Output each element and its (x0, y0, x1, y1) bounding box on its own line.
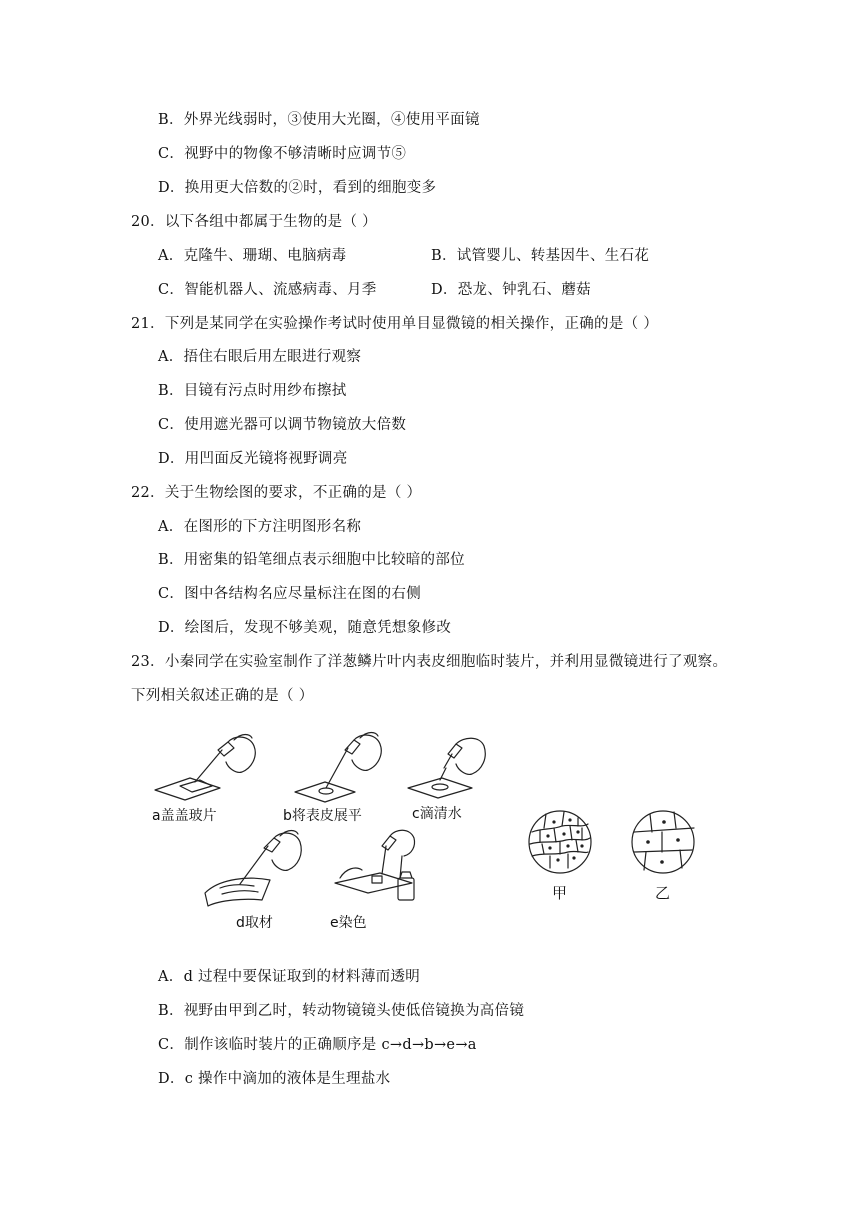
q19-option-c: C．视野中的物像不够清晰时应调节⑤ (158, 146, 407, 162)
q22-option-c: C．图中各结构名应尽量标注在图的右侧 (158, 586, 421, 602)
q23-option-b: B．视野由甲到乙时，转动物镜镜头使低倍镜换为高倍镜 (158, 1003, 525, 1019)
q22-option-b: B．用密集的铅笔细点表示细胞中比较暗的部位 (158, 552, 465, 568)
slide-preparation-figure (150, 728, 710, 938)
step-e-illustration (335, 830, 415, 900)
cell-view-yi (632, 811, 694, 873)
step-c-illustration (408, 738, 485, 798)
q20-option-d: D．恐龙、钟乳石、蘑菇 (431, 282, 591, 298)
step-b-illustration (295, 733, 381, 803)
q22-stem: 22．关于生物绘图的要求，不正确的是（ ） (131, 485, 422, 501)
q20-stem: 20．以下各组中都属于生物的是（ ） (131, 214, 377, 230)
q22-option-a: A．在图形的下方注明图形名称 (158, 519, 362, 535)
q19-option-b: B．外界光线弱时，③使用大光圈，④使用平面镜 (158, 112, 480, 128)
step-a-illustration (155, 735, 255, 801)
q20-option-b: B．试管婴儿、转基因牛、生石花 (431, 248, 650, 264)
q22-option-d: D．绘图后，发现不够美观，随意凭想象修改 (158, 620, 452, 636)
q21-stem: 21．下列是某同学在实验操作考试时使用单目显微镜的相关操作，正确的是（ ） (131, 316, 659, 332)
q21-option-d: D．用凹面反光镜将视野调亮 (158, 451, 348, 467)
q21-option-b: B．目镜有污点时用纱布擦拭 (158, 383, 347, 399)
caption-yi: 乙 (655, 884, 671, 902)
cell-view-jia (529, 811, 591, 873)
step-d-illustration (205, 831, 301, 907)
q20-option-c: C．智能机器人、流感病毒、月季 (158, 282, 377, 298)
q23-option-a: A．d 过程中要保证取到的材料薄而透明 (158, 969, 421, 985)
caption-a: a盖盖玻片 (152, 808, 217, 824)
caption-e: e染色 (330, 915, 367, 931)
q21-option-c: C．使用遮光器可以调节物镜放大倍数 (158, 417, 407, 433)
caption-c: c滴清水 (412, 806, 462, 822)
caption-b: b将表皮展平 (283, 808, 362, 824)
q23-stem-line1: 23．小秦同学在实验室制作了洋葱鳞片叶内表皮细胞临时装片，并利用显微镜进行了观察。 (131, 654, 728, 670)
caption-jia: 甲 (552, 884, 568, 902)
q23-option-d: D．c 操作中滴加的液体是生理盐水 (158, 1071, 391, 1087)
q20-option-a: A．克隆牛、珊瑚、电脑病毒 (158, 248, 347, 264)
q21-option-a: A．捂住右眼后用左眼进行观察 (158, 349, 362, 365)
q19-option-d: D．换用更大倍数的②时，看到的细胞变多 (158, 180, 437, 196)
q23-stem-line2: 下列相关叙述正确的是（ ） (131, 688, 314, 704)
caption-d: d取材 (236, 915, 273, 931)
q23-option-c: C．制作该临时装片的正确顺序是 c→d→b→e→a (158, 1037, 477, 1053)
